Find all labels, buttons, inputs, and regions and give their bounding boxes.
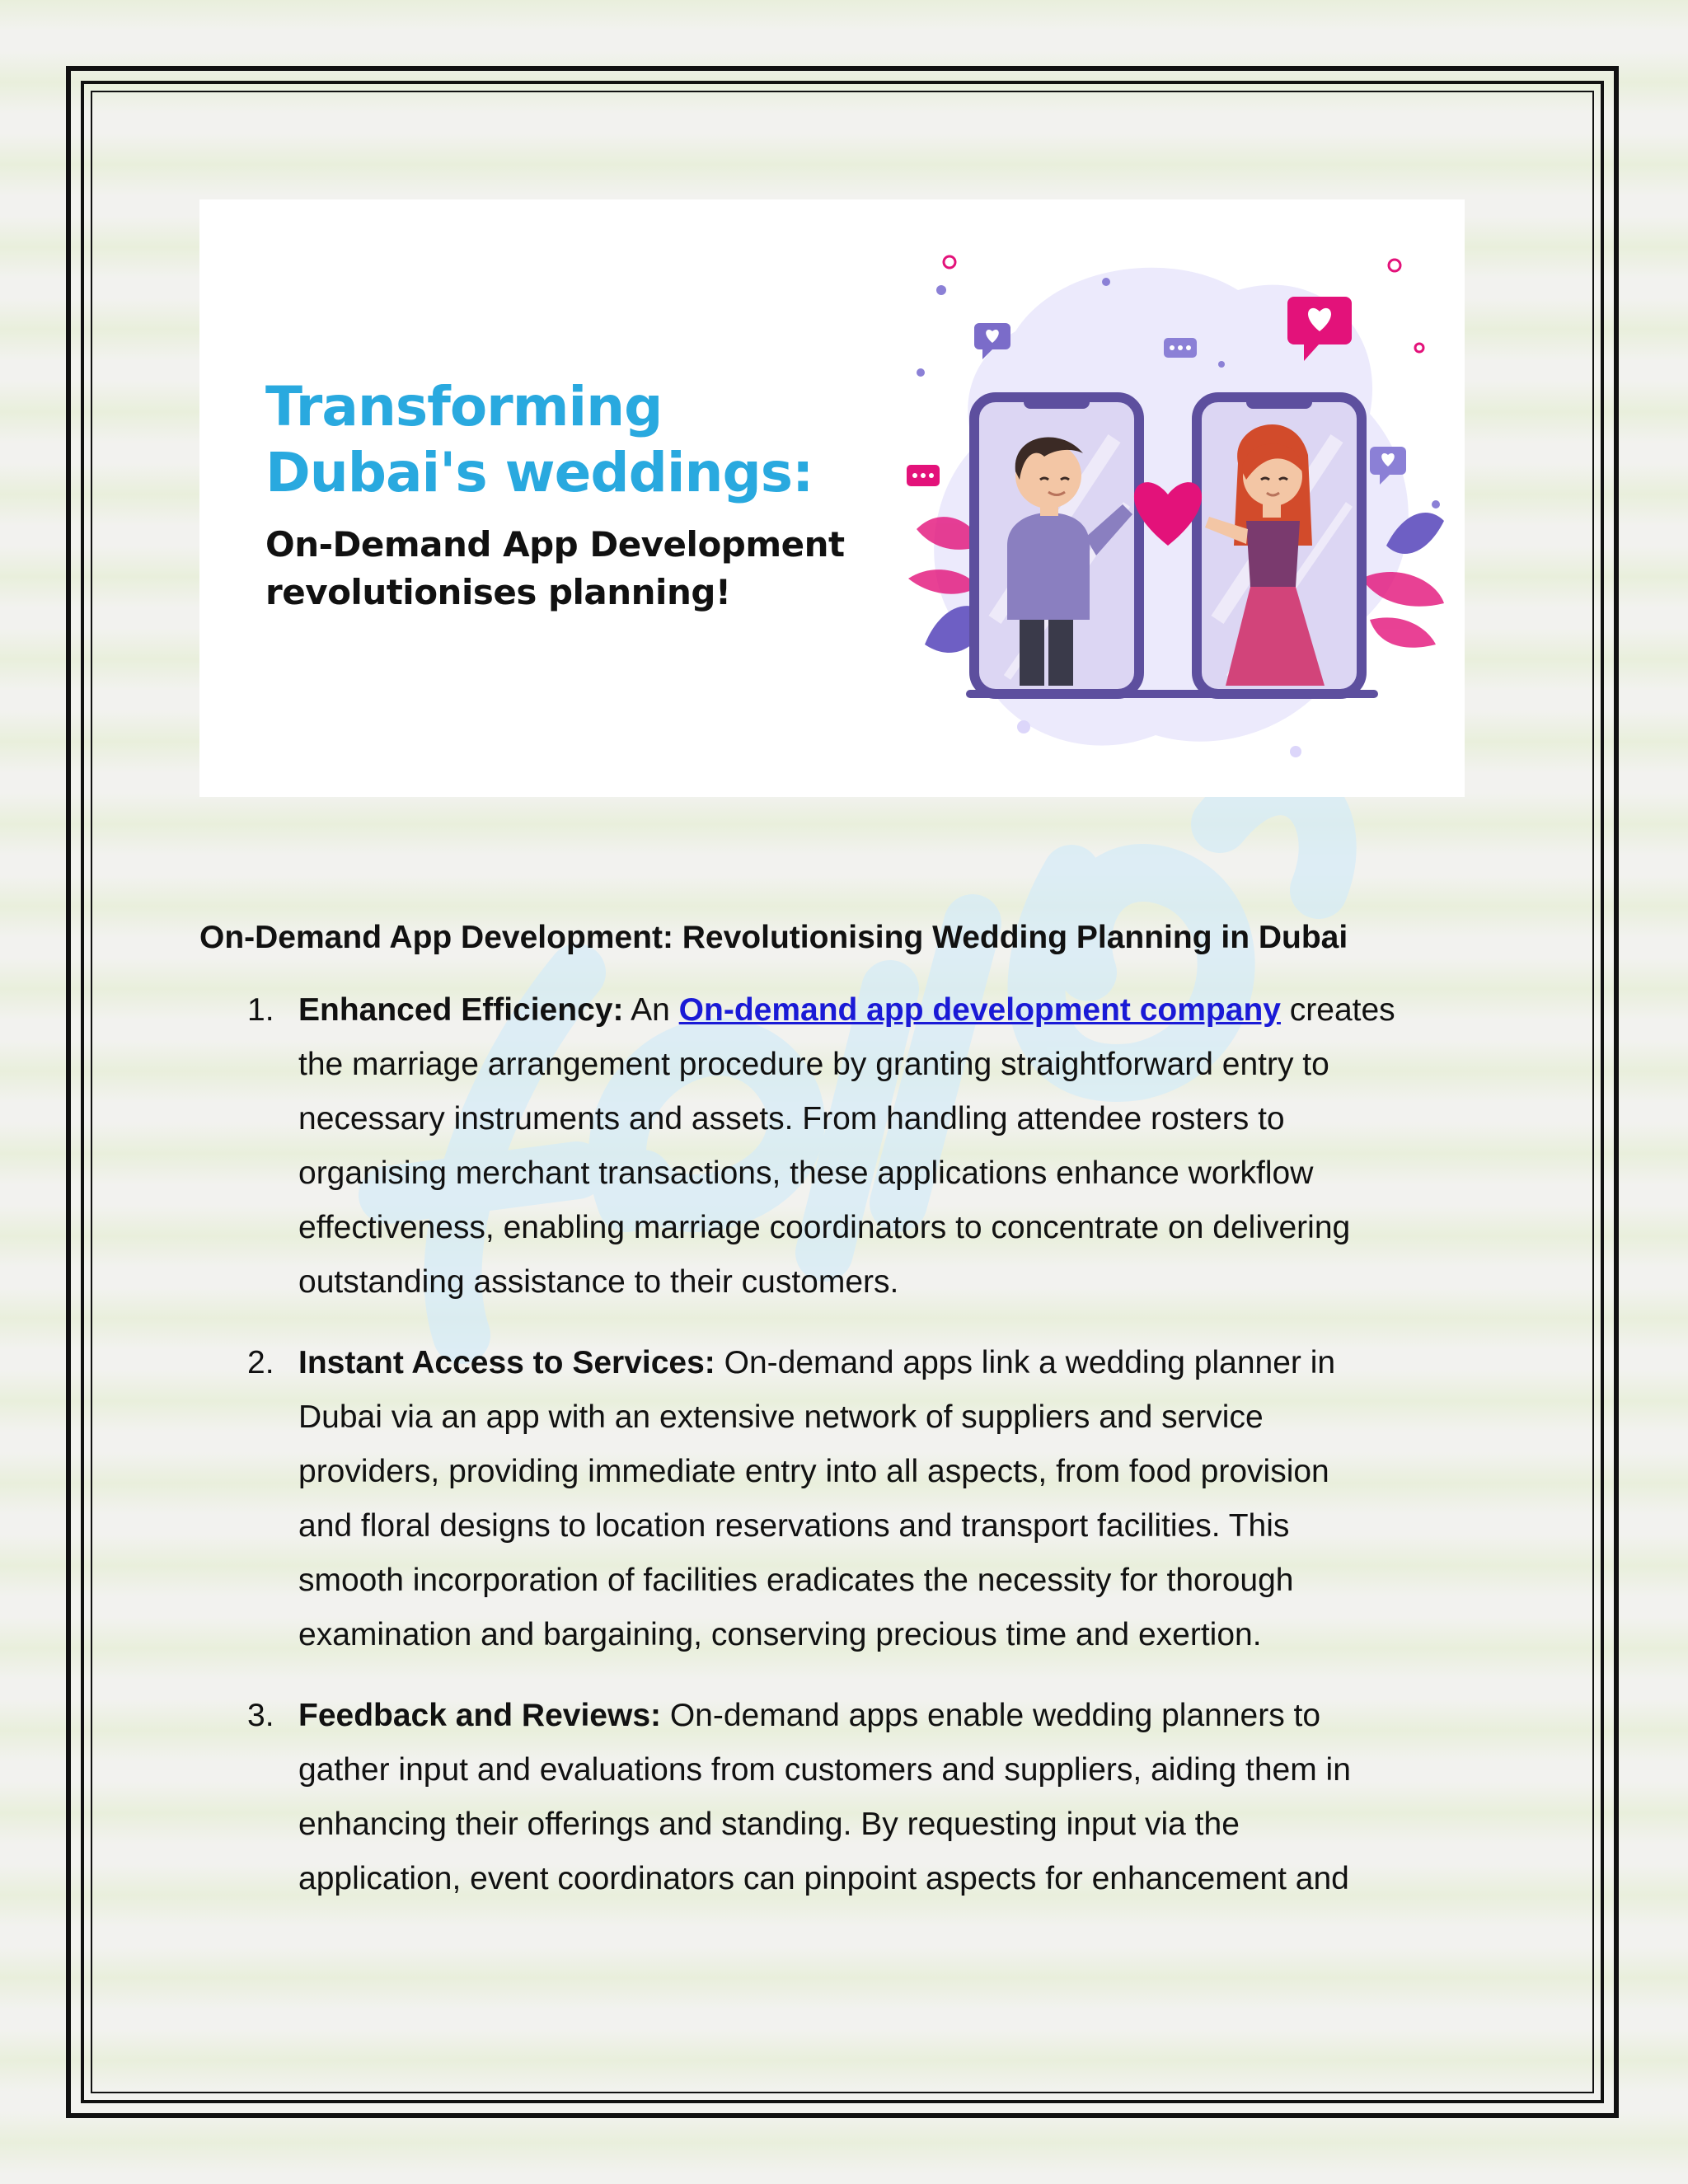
hero-banner	[199, 199, 1465, 797]
list-item-line: Dubai via an app with an extensive network of suppliers and service	[298, 1399, 1264, 1435]
decor-dot	[1017, 720, 1030, 733]
banner-title-line: Transforming	[265, 375, 663, 438]
banner-title-line: Dubai's weddings:	[265, 441, 814, 504]
list-item-label: Enhanced Efficiency:	[298, 992, 624, 1028]
phone-base-line	[966, 690, 1378, 698]
list-item-line: smooth incorporation of facilities eradicates the necessity for thorough	[298, 1563, 1294, 1598]
list-item-line	[298, 1689, 1485, 1743]
benefits-list	[199, 983, 1485, 1906]
list-item-number: 3.	[247, 1698, 274, 1733]
list-item-line: outstanding assistance to their customers.	[298, 1264, 899, 1300]
decor-dot	[917, 368, 925, 377]
decor-dot	[1290, 746, 1301, 757]
list-item-label: Instant Access to Services:	[298, 1345, 715, 1380]
couple-phones-illustration	[892, 232, 1452, 776]
chat-bubble-icon	[907, 465, 940, 486]
list-item-line: gather input and evaluations from customers and suppliers, aiding them in	[298, 1752, 1351, 1788]
decor-dot	[1415, 344, 1423, 352]
banner-subtitle-line: On-Demand App Development	[265, 524, 845, 565]
decor-dot	[1218, 361, 1225, 368]
list-item-line: necessary instruments and assets. From handling attendee rosters to	[298, 1101, 1285, 1137]
list-item-line: enhancing their offerings and standing. By requesting input via the	[298, 1807, 1240, 1842]
list-item	[199, 1336, 1485, 1662]
banner-title	[265, 374, 813, 506]
decor-dot	[944, 256, 955, 268]
list-item-text: On-demand apps enable wedding planners to	[661, 1698, 1321, 1733]
list-item-number: 1.	[247, 992, 274, 1028]
decor-dot	[1389, 260, 1400, 271]
list-item-line: the marriage arrangement procedure by granting straightforward entry to	[298, 1047, 1329, 1082]
banner-subtitle-line: revolutionises planning!	[265, 572, 731, 612]
list-item-line: organising merchant transactions, these applications enhance workflow	[298, 1155, 1314, 1191]
list-item	[199, 1689, 1485, 1906]
list-item-line	[298, 983, 1485, 1038]
list-item-number: 2.	[247, 1345, 274, 1380]
list-item-label: Feedback and Reviews:	[298, 1698, 662, 1733]
article-heading: On-Demand App Development: Revolutionising Wedding Planning in Dubai	[199, 920, 1348, 955]
chat-bubble-icon	[1164, 338, 1197, 358]
list-item-line: application, event coordinators can pinpoint aspects for enhancement and	[298, 1861, 1349, 1896]
list-item-text: creates	[1280, 992, 1395, 1028]
article-body	[199, 911, 1485, 1933]
decor-dot	[936, 285, 946, 295]
list-item-lead: An	[623, 992, 679, 1028]
decor-dot	[1102, 278, 1110, 286]
list-item-line: effectiveness, enabling marriage coordinators to concentrate on delivering	[298, 1210, 1351, 1245]
list-item-line: and floral designs to location reservations and transport facilities. This	[298, 1508, 1290, 1544]
banner-subtitle	[265, 521, 845, 616]
decor-dot	[1432, 500, 1440, 509]
leaf-icon	[1362, 572, 1444, 648]
list-item-line	[298, 1336, 1485, 1390]
list-item-text: On-demand apps link a wedding planner in	[715, 1345, 1336, 1380]
company-link[interactable]: On-demand app development company	[678, 992, 1281, 1028]
list-item-line: examination and bargaining, conserving precious time and exertion.	[298, 1617, 1262, 1652]
list-item-line: providers, providing immediate entry into all aspects, from food provision	[298, 1454, 1329, 1489]
list-item	[199, 983, 1485, 1310]
